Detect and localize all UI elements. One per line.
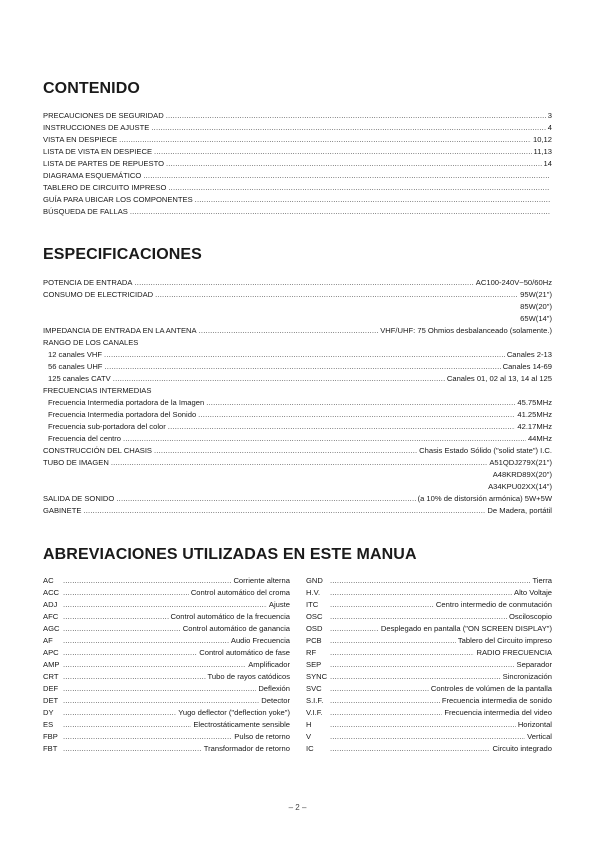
abbr-item: ADJ ..... Ajuste <box>43 599 290 610</box>
spec-consumo-extra: 65W(14") <box>520 314 552 323</box>
spec-sonido: SALIDA DE SONIDO ..... (a 10% de distorsión armónica) 5W+5W <box>43 493 552 504</box>
spec-frecuencia-item: Frecuencia Intermedia portadora de la Imagen ..... 45.75MHz <box>48 397 552 408</box>
abbr-item: H ..... Horizontal <box>306 719 552 730</box>
abbr-item: FBT ..... Transformador de retorno <box>43 743 290 754</box>
spec-potencia: POTENCIA DE ENTRADA ..... AC100-240V~50/60Hz <box>43 277 552 288</box>
abbr-item: AGC ..... Control automático de ganancia <box>43 623 290 634</box>
spec-rango-item: 12 canales VHF ..... Canales 2-13 <box>48 349 552 360</box>
abreviaciones-heading: ABREVIACIONES UTILIZADAS EN ESTE MANUA <box>43 546 417 563</box>
toc-item: INSTRUCCIONES DE AJUSTE ..... 4 <box>43 122 552 133</box>
spec-tubo-extra: A48KRD89X(20") <box>492 470 552 479</box>
toc-item: LISTA DE PARTES DE REPUESTO ..... 14 <box>43 158 552 169</box>
abbr-item: AF ..... Audio Frecuencia <box>43 635 290 646</box>
spec-consumo: CONSUMO DE ELECTRICIDAD ..... 95W(21") <box>43 289 552 300</box>
toc-item: DIAGRAMA ESQUEMÁTICO ..... <box>43 170 552 181</box>
abbr-item: RF ..... RADIO FRECUENCIA <box>306 647 552 658</box>
especificaciones-heading: ESPECIFICACIONES <box>43 246 202 263</box>
toc-item: GUÍA PARA UBICAR LOS COMPONENTES ..... <box>43 194 552 205</box>
spec-frecuencias-title: FRECUENCIAS INTERMEDIAS <box>43 386 152 395</box>
abbr-item: H.V. ..... Alto Voltaje <box>306 587 552 598</box>
abbr-item: OSC ..... Osciloscopio <box>306 611 552 622</box>
abbr-item: PCB ..... Tablero del Circuito impreso <box>306 635 552 646</box>
abbr-item: V.I.F. ..... Frecuencia intermedia del video <box>306 707 552 718</box>
abbr-item: APC ..... Control automático de fase <box>43 647 290 658</box>
abbr-item: DY ..... Yugo deflector ("deflection yoke") <box>43 707 290 718</box>
abbr-item: SEP ..... Separador <box>306 659 552 670</box>
abbr-item: IC ..... Circuito integrado <box>306 743 552 754</box>
abbr-item: OSD ..... Desplegado en pantalla ("ON SCREEN DISPLAY") <box>306 623 552 634</box>
toc-item: LISTA DE VISTA EN DESPIECE ..... 11,13 <box>43 146 552 157</box>
abbr-item: ACC ..... Control automático del croma <box>43 587 290 598</box>
abbr-item: S.I.F. ..... Frecuencia intermedia de sonido <box>306 695 552 706</box>
spec-consumo-extra: 85W(20") <box>520 302 552 311</box>
spec-frecuencia-item: Frecuencia del centro ..... 44MHz <box>48 433 552 444</box>
abbr-item: DET ..... Detector <box>43 695 290 706</box>
spec-rango-title: RANGO DE LOS CANALES <box>43 338 139 347</box>
toc-item: PRECAUCIONES DE SEGURIDAD ..... 3 <box>43 110 552 121</box>
spec-tubo-extra: A34KPU02XX(14") <box>488 482 552 491</box>
page-number: – 2 – <box>288 803 307 812</box>
spec-tubo: TUBO DE IMAGEN ..... A51QDJ279X(21") <box>43 457 552 468</box>
spec-chasis: CONSTRUCCIÓN DEL CHASIS ..... Chasis Estado Sólido ("solid state") I.C. <box>43 445 552 456</box>
spec-frecuencia-item: Frecuencia sub-portadora del color ..... 42.17MHz <box>48 421 552 432</box>
abbr-item: DEF ..... Deflexión <box>43 683 290 694</box>
spec-rango-item: 125 canales CATV ..... Canales 01, 02 al 13, 14 al 125 <box>48 373 552 384</box>
abbr-item: AC ..... Corriente alterna <box>43 575 290 586</box>
abbr-item: GND ..... Tierra <box>306 575 552 586</box>
toc-item: VISTA EN DESPIECE ..... 10,12 <box>43 134 552 145</box>
toc-item: BÚSQUEDA DE FALLAS ..... <box>43 206 552 217</box>
abbr-item: SYNC ..... Sincronización <box>306 671 552 682</box>
abbr-item: FBP ..... Pulso de retorno <box>43 731 290 742</box>
abbr-item: ITC ..... Centro intermedio de conmutación <box>306 599 552 610</box>
spec-impedancia: IMPEDANCIA DE ENTRADA EN LA ANTENA ..... VHF/UHF: 75 Ohmios desbalanceado (solamente.) <box>43 325 552 336</box>
abbr-item: AFC ..... Control automático de la frecuencia <box>43 611 290 622</box>
contenido-heading: CONTENIDO <box>43 80 140 97</box>
abbr-item: CRT ..... Tubo de rayos catódicos <box>43 671 290 682</box>
spec-frecuencia-item: Frecuencia Intermedia portadora del Sonido ..... 41.25MHz <box>48 409 552 420</box>
spec-gabinete: GABINETE ..... De Madera, portátil <box>43 505 552 516</box>
abbr-item: AMP ..... Amplificador <box>43 659 290 670</box>
toc-item: TABLERO DE CIRCUITO IMPRESO ..... <box>43 182 552 193</box>
abbr-item: SVC ..... Controles de volúmen de la pantalla <box>306 683 552 694</box>
abbr-item: ES ..... Electrostáticamente sensible <box>43 719 290 730</box>
abbr-item: V ..... Vertical <box>306 731 552 742</box>
spec-rango-item: 56 canales UHF ..... Canales 14-69 <box>48 361 552 372</box>
